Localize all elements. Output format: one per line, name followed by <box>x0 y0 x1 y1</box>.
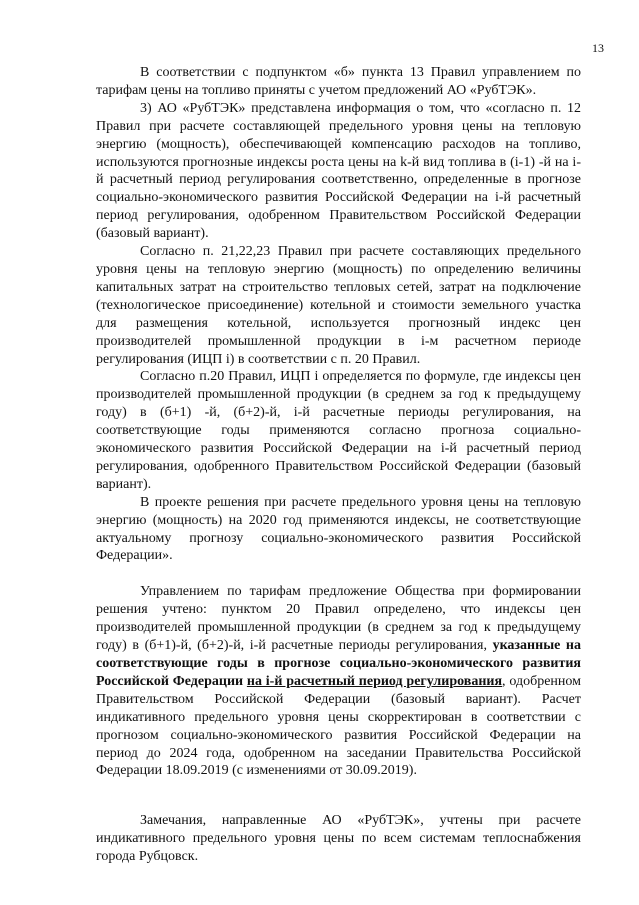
paragraph-icp-formula: Согласно п.20 Правил, ИЦП i определяется по формуле, где индексы цен производителей промышленной продукции (в среднем за год к предыдущему году) в (б+1) -й, (б+2)-й, i-й расчетные периоды регулирования, на соответствующие годы применяются согласно прогноза социально-экономического развития Российской Федерации на i-й расчетный период регулирования, одобренного Правительством Российской Федерации (базовый вариант). <box>96 369 581 492</box>
paragraph-draft-decision: В проекте решения при расчете предельного уровня цены на тепловую энергию (мощность) на 2020 год применяются индексы, не соответствующие актуальному прогнозу социально-экономического развития Российской Федерации». <box>96 494 581 564</box>
paragraph-fuel-prices: В соответствии с подпунктом «б» пункта 13 Правил управлением по тарифам цены на топливо приняты с учетом предложений АО «РубТЭК». <box>96 65 581 98</box>
proposal-text-start: Управлением по тарифам предложение Общества при формировании решения учтено: пунктом 20 Правил определено, что индексы цен производителей промышленной продукции (в среднем за год к предыдущему году) в (б+1)-й, (б+2)-й, i-й расчетные периоды регулирования, <box>96 584 581 654</box>
document-body <box>96 64 581 866</box>
proposal-bold-underlined-text: на i-й расчетный период регулирования <box>246 673 503 689</box>
proposal-bold-text: указанные на соответствующие годы в прогнозе социально-экономического развития Российской Федерации <box>96 638 582 689</box>
page-number: 13 <box>592 41 604 55</box>
paragraph-rubtek-info: 3) АО «РубТЭК» представлена информация о том, что «согласно п. 12 Правил при расчете составляющей предельного уровня цены на тепловую энергию (мощность), обеспечивающей компенсацию расходов на топливо, используются прогнозные индексы роста цены на k-й вид топлива в (i-1) -й на i-й расчетный период регулирования соответственно, определенные в прогнозе социально-экономического развития Российской Федерации на i-й расчетный период регулирования, одобренном Правительством Российской Федерации (базовый вариант). <box>96 100 581 242</box>
proposal-text-end: , одобренном Правительством Российской Федерации (базовый вариант). Расчет индикативного предельного уровня цены скорректирован в соответствии с прогнозом социально-экономического развития Российской Федерации на период до 2024 года, одобренном на заседании Правительства Российской Федерации 18.09.2019 (с изменениями от 30.09.2019). <box>96 673 581 779</box>
paragraph-proposal-accounted <box>96 583 581 780</box>
paragraph-remarks-conclusion: Замечания, направленные АО «РубТЭК», учтены при расчете индикативного предельного уровня цены по всем системам теплоснабжения города Рубцовск. <box>96 813 581 865</box>
paragraph-capital-costs: Согласно п. 21,22,23 Правил при расчете составляющих предельного уровня цены на тепловую энергию (мощность) по определению величины капитальных затрат на строительство тепловых сетей, затрат на подключение (технологическое присоединение) котельной и стоимости земельного участка для размещения котельной, используется прогнозный индекс цен производителей промышленной продукции в i-м расчетном периоде регулирования (ИЦП i) в соответствии с п. 20 Правил. <box>96 244 581 367</box>
